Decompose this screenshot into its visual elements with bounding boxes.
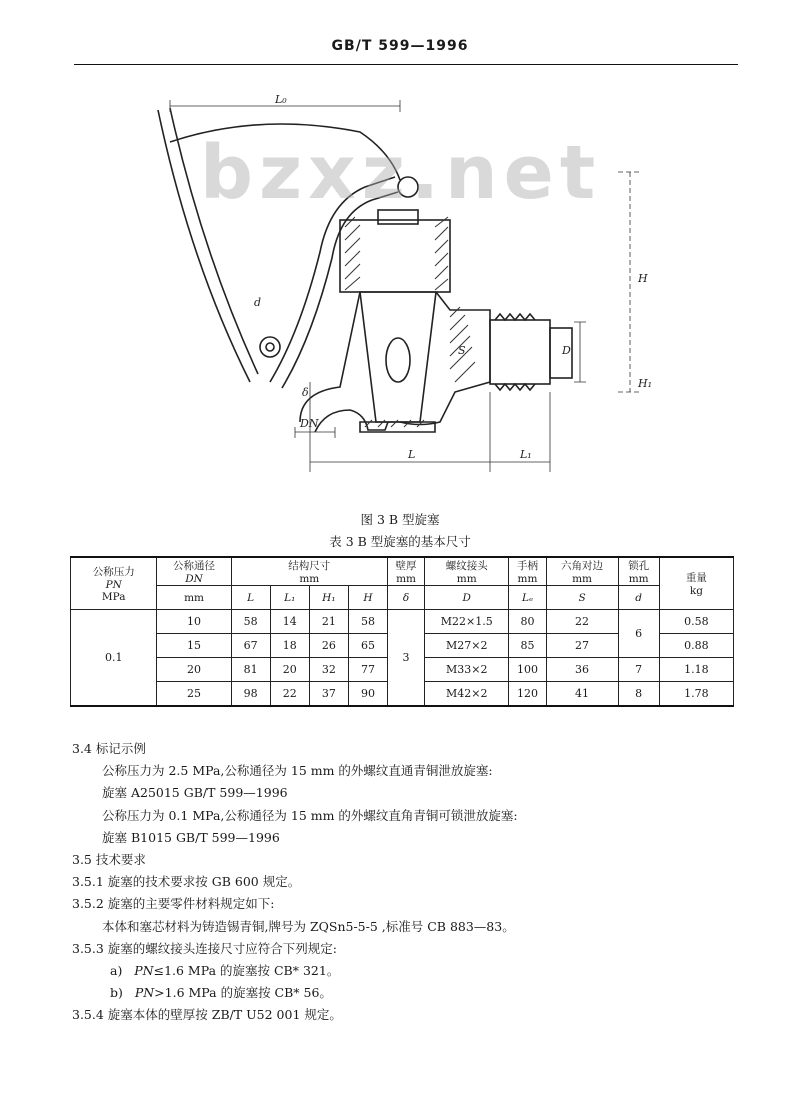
paragraph: 公称压力为 2.5 MPa,公称通径为 15 mm 的外螺纹直通青铜泄放旋塞: bbox=[102, 763, 493, 779]
list-text: >1.6 MPa 的旋塞按 CB* 56。 bbox=[154, 985, 332, 1001]
cell-weight: 1.18 bbox=[659, 658, 733, 682]
sub-S: S bbox=[546, 586, 618, 610]
cell-Lc: 85 bbox=[509, 634, 546, 658]
header-handle bbox=[509, 557, 546, 586]
dimensions-table bbox=[70, 556, 734, 707]
header-hex-label: 六角对边 bbox=[561, 560, 604, 572]
cell-L: 81 bbox=[231, 658, 270, 682]
sub-Lc: Lₑ bbox=[509, 586, 546, 610]
table-caption: 表 3 B 型旋塞的基本尺寸 bbox=[329, 534, 471, 549]
cell-weight: 0.58 bbox=[659, 610, 733, 634]
list-text: ≤1.6 MPa 的旋塞按 CB* 321。 bbox=[153, 963, 340, 979]
cell-D: M42×2 bbox=[425, 682, 509, 707]
cell-H1: 26 bbox=[309, 634, 348, 658]
sub-d: d bbox=[618, 586, 659, 610]
label-L1: L₁ bbox=[520, 448, 532, 461]
header-struct-unit: mm bbox=[299, 573, 320, 585]
header-weight bbox=[659, 557, 733, 610]
paragraph: 公称压力为 0.1 MPa,公称通径为 15 mm 的外螺纹直角青铜可锁泄放旋塞: bbox=[102, 807, 518, 823]
label-d: d bbox=[254, 296, 262, 309]
header-wall bbox=[388, 557, 425, 586]
header-weight-unit: kg bbox=[689, 585, 703, 597]
cell-H1: 21 bbox=[309, 610, 348, 634]
table-row bbox=[71, 610, 734, 634]
header-hex bbox=[546, 557, 618, 586]
cell-L1: 20 bbox=[270, 658, 309, 682]
cell-H1: 37 bbox=[309, 682, 348, 707]
sub-L1: L₁ bbox=[270, 586, 309, 610]
clause-3-5-3: 3.5.3 旋塞的螺纹接头连接尺寸应符合下列规定: bbox=[72, 940, 337, 956]
label-H: H bbox=[638, 272, 648, 285]
header-pn-sym: PN bbox=[105, 579, 122, 591]
cell-L1: 22 bbox=[270, 682, 309, 707]
header-dn-sym: DN bbox=[185, 573, 203, 585]
cell-dn: 20 bbox=[157, 658, 231, 682]
header-dn bbox=[157, 557, 231, 586]
header-wall-unit: mm bbox=[396, 573, 416, 585]
header-struct bbox=[231, 557, 387, 586]
header-pn-unit: MPa bbox=[101, 591, 126, 603]
header-pn-label: 公称压力 bbox=[92, 566, 135, 578]
paragraph: 旋塞 B1015 GB/T 599—1996 bbox=[102, 829, 280, 845]
cell-H: 90 bbox=[348, 682, 387, 707]
list-marker: b) bbox=[110, 985, 135, 1001]
label-H1: H₁ bbox=[638, 377, 653, 390]
header-handle-unit: mm bbox=[517, 573, 538, 585]
header-wall-label: 壁厚 bbox=[395, 560, 417, 572]
cell-D: M33×2 bbox=[425, 658, 509, 682]
header-hex-unit: mm bbox=[572, 573, 592, 585]
clause-3-5-4: 3.5.4 旋塞本体的壁厚按 ZB/T U52 001 规定。 bbox=[72, 1007, 342, 1023]
header-thread bbox=[425, 557, 509, 586]
watermark: bzxz.net bbox=[200, 130, 602, 216]
cell-pn: 0.1 bbox=[71, 610, 157, 707]
section-3-4-heading: 3.4 标记示例 bbox=[72, 741, 146, 756]
section-3-5-heading: 3.5 技术要求 bbox=[72, 852, 146, 868]
label-L: L bbox=[408, 448, 416, 461]
sub-delta: δ bbox=[388, 586, 425, 610]
cell-H1: 32 bbox=[309, 658, 348, 682]
header-thread-label: 螺纹接头 bbox=[445, 560, 488, 572]
label-DN: DN bbox=[300, 417, 319, 430]
sub-L: L bbox=[231, 586, 270, 610]
header-hole-unit: mm bbox=[628, 573, 649, 585]
header-pn bbox=[71, 557, 157, 610]
header-weight-label: 重量 bbox=[685, 572, 707, 584]
table-subheader-row bbox=[71, 586, 734, 610]
label-S: S bbox=[458, 344, 466, 357]
clause-3-5-2: 3.5.2 旋塞的主要零件材料规定如下: bbox=[72, 896, 275, 912]
cell-Lc: 120 bbox=[509, 682, 546, 707]
header-struct-label: 结构尺寸 bbox=[288, 560, 331, 572]
clause-3-5-1: 3.5.1 旋塞的技术要求按 GB 600 规定。 bbox=[72, 874, 301, 890]
header-handle-label: 手柄 bbox=[516, 560, 538, 572]
cell-S: 22 bbox=[546, 610, 618, 634]
cell-S: 27 bbox=[546, 634, 618, 658]
page-header: GB/T 599—1996 bbox=[331, 38, 469, 54]
cell-Lc: 100 bbox=[509, 658, 546, 682]
header-dn-label: 公称通径 bbox=[173, 560, 216, 572]
cell-S: 36 bbox=[546, 658, 618, 682]
cell-d: 8 bbox=[618, 682, 659, 707]
cell-H: 58 bbox=[348, 610, 387, 634]
cell-dn: 15 bbox=[157, 634, 231, 658]
cell-weight: 1.78 bbox=[659, 682, 733, 707]
table-header-row bbox=[71, 557, 734, 586]
cell-dn: 25 bbox=[157, 682, 231, 707]
label-delta: δ bbox=[302, 386, 309, 399]
cell-d: 6 bbox=[618, 610, 659, 658]
sub-H1: H₁ bbox=[309, 586, 348, 610]
cell-L: 67 bbox=[231, 634, 270, 658]
cell-dn: 10 bbox=[157, 610, 231, 634]
body-text bbox=[72, 738, 752, 1027]
cell-d: 7 bbox=[618, 658, 659, 682]
sub-H: H bbox=[348, 586, 387, 610]
cell-L: 98 bbox=[231, 682, 270, 707]
list-item bbox=[72, 982, 752, 1004]
header-thread-unit: mm bbox=[456, 573, 477, 585]
sub-dn-unit: mm bbox=[157, 586, 231, 610]
header-rule bbox=[74, 64, 738, 65]
sub-D: D bbox=[425, 586, 509, 610]
paragraph: 旋塞 A25015 GB/T 599—1996 bbox=[102, 785, 288, 801]
header-hole-label: 锁孔 bbox=[628, 560, 650, 572]
label-D: D bbox=[562, 344, 571, 357]
header-hole bbox=[618, 557, 659, 586]
list-item bbox=[72, 960, 752, 982]
cell-H: 77 bbox=[348, 658, 387, 682]
cell-D: M22×1.5 bbox=[425, 610, 509, 634]
paragraph: 本体和塞芯材料为铸造锡青铜,牌号为 ZQSn5-5-5 ,标准号 CB 883—83。 bbox=[102, 918, 515, 934]
cell-L1: 18 bbox=[270, 634, 309, 658]
cell-weight: 0.88 bbox=[659, 634, 733, 658]
label-L0: L₀ bbox=[275, 93, 287, 106]
list-marker: a) bbox=[110, 963, 135, 979]
figure-caption: 图 3 B 型旋塞 bbox=[360, 512, 440, 527]
cell-L: 58 bbox=[231, 610, 270, 634]
cell-Lc: 80 bbox=[509, 610, 546, 634]
cell-wall: 3 bbox=[388, 610, 425, 707]
cell-D: M27×2 bbox=[425, 634, 509, 658]
pn-symbol: PN bbox=[134, 963, 154, 979]
cell-H: 65 bbox=[348, 634, 387, 658]
pn-symbol: PN bbox=[134, 985, 155, 1001]
cell-L1: 14 bbox=[270, 610, 309, 634]
cell-S: 41 bbox=[546, 682, 618, 707]
